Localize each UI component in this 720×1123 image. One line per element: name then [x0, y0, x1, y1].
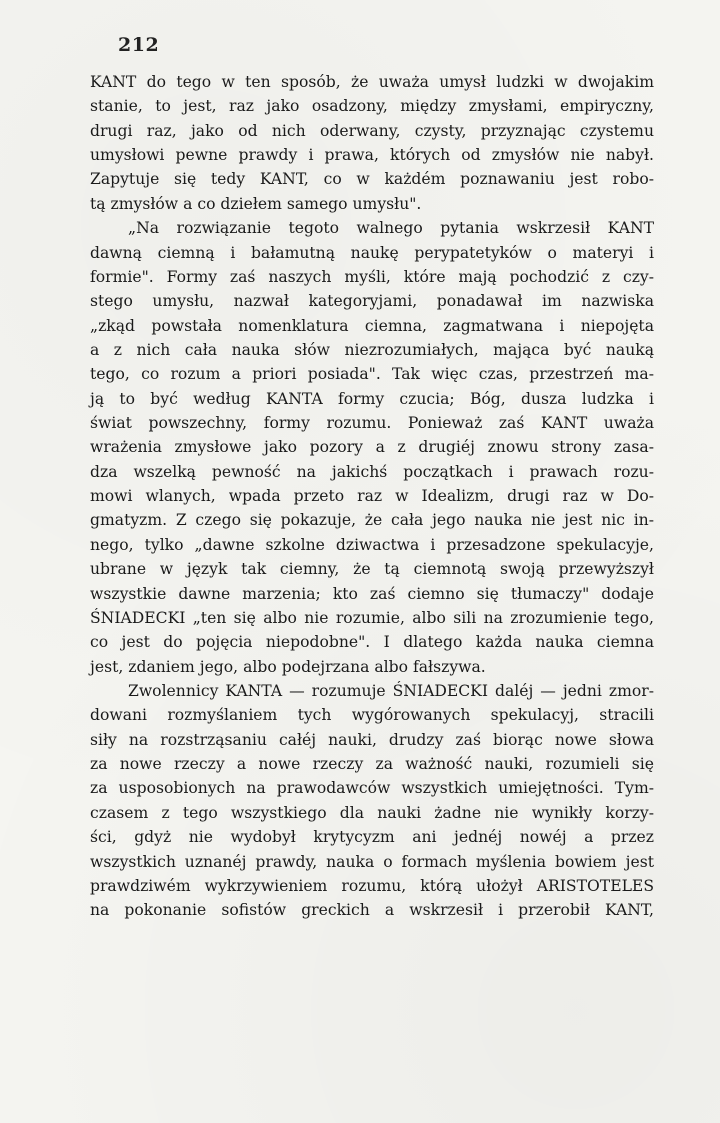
text-line: a z nich cała nauka słów niezrozumiałych, mająca być nauką — [90, 340, 654, 359]
text-line: „Na rozwiązanie tegoto walnego pytania wskrzesił KANT — [128, 219, 654, 238]
text-line: dza wszelką pewność na jakichś początkach i prawach rozu- — [90, 462, 654, 481]
text-line: siły na rozstrząsaniu całéj nauki, drudzy zaś biorąc nowe słowa — [90, 730, 654, 749]
text-line: za usposobionych na prawodawców wszystkich umiejętności. Tym- — [90, 779, 654, 798]
text-line: wszystkich uznanéj prawdy, nauka o formach myślenia bowiem jest — [90, 852, 654, 871]
text-line: prawdziwém wykrzywieniem rozumu, którą ułożył ARISTOTELES — [90, 876, 654, 895]
text-line: Zwolennicy KANTA — rozumuje ŚNIADECKI daléj — jedni zmor- — [128, 681, 654, 700]
body-text — [90, 70, 654, 923]
text-line: wszystkie dawne marzenia; kto zaś ciemno się tłumaczy" dodaje — [90, 584, 654, 603]
text-line: ją to być według KANTA formy czucia; Bóg, dusza ludzka i — [90, 389, 654, 408]
text-line: świat powszechny, formy rozumu. Ponieważ zaś KANT uważa — [90, 414, 654, 433]
text-line: Zapytuje się tedy KANT, co w każdém poznawaniu jest robo- — [90, 170, 654, 189]
text-line: na pokonanie sofistów greckich a wskrzesił i przerobił KANT, — [90, 901, 654, 920]
text-line: ści, gdyż nie wydobył krytycyzm ani jednéj nowéj a przez — [90, 828, 654, 847]
text-line: wrażenia zmysłowe jako pozory a z drugiéj znowu strony zasa- — [90, 438, 654, 457]
text-line: stanie, to jest, raz jako osadzony, między zmysłami, empiryczny, — [90, 97, 654, 116]
text-line: ŚNIADECKI „ten się albo nie rozumie, albo sili na zrozumienie tego, — [90, 608, 654, 627]
text-line: KANT do tego w ten sposób, że uważa umysł ludzki w dwojakim — [90, 73, 654, 91]
text-line: co jest do pojęcia niepodobne". I dlatego każda nauka ciemna — [90, 633, 654, 652]
text-line: formie". Formy zaś naszych myśli, które mają pochodzić z czy- — [90, 267, 654, 286]
text-line: czasem z tego wszystkiego dla nauki żadne nie wynikły korzy- — [90, 803, 654, 822]
text-line: dowani rozmyślaniem tych wygórowanych spekulacyj, stracili — [90, 706, 654, 725]
text-line: dawną ciemną i bałamutną naukę perypatetyków o materyi i — [90, 243, 654, 262]
text-line: jest, zdaniem jego, albo podejrzana albo fałszywa. — [90, 657, 486, 676]
text-line: nego, tylko „dawne szkolne dziwactwa i przesadzone spekulacyje, — [90, 535, 654, 554]
text-line: gmatyzm. Z czego się pokazuje, że cała jego nauka nie jest nic in- — [90, 511, 654, 530]
text-line: mowi wlanych, wpada przeto raz w Idealizm, drugi raz w Do- — [90, 487, 654, 506]
text-line: za nowe rzeczy a nowe rzeczy za ważność nauki, rozumieli się — [90, 755, 654, 774]
text-line: drugi raz, jako od nich oderwany, czysty, przyznając czystemu — [90, 121, 654, 140]
text-line: umysłowi pewne prawdy i prawa, których od zmysłów nie nabył. — [90, 146, 654, 165]
text-line: tego, co rozum a priori posiada". Tak więc czas, przestrzeń ma- — [90, 365, 654, 384]
text-line: tą zmysłów a co dziełem samego umysłu". — [90, 194, 422, 213]
text-line: „zkąd powstała nomenklatura ciemna, zagmatwana i niepojęta — [90, 316, 654, 335]
text-line: ubrane w język tak ciemny, że tą ciemnotą swoją przewyższył — [90, 560, 654, 579]
page-number: 212 — [118, 34, 160, 56]
text-line: stego umysłu, nazwał kategoryjami, ponadawał im nazwiska — [90, 292, 654, 311]
